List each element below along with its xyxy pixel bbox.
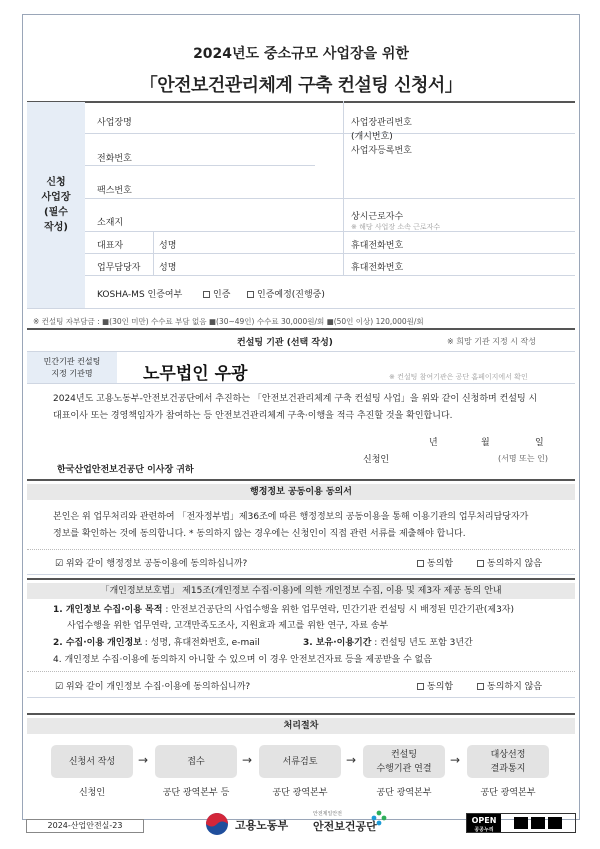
kosha-name: 안전보건공단 [313, 820, 377, 833]
process-header: 처리절차 [27, 718, 575, 734]
arrow-right-icon: → [242, 753, 253, 767]
consulting-section [27, 328, 575, 383]
process-step-5: 대상선정 결과통지 [467, 745, 549, 778]
arrow-right-icon: → [450, 753, 461, 767]
fee-note: ※ 컨설팅 자부담금 : ■(30인 미만) 수수료 부담 없음 ■(30~49인) 수수료 30,000원/회 ■(50인 이상) 120,000원/회 [33, 317, 424, 326]
consulting-header-note: ※ 희망 기관 지정 시 작성 [447, 337, 536, 346]
noderivs-icon [548, 817, 562, 829]
applicant-section-label: 신청 사업장 (필수 작성) [27, 102, 85, 308]
kosha-tagline: 안전제일안전 [313, 811, 342, 817]
date-day: 일 [535, 438, 544, 448]
process-step-4: 컨설팅 수행기관 연결 [363, 745, 445, 778]
checkbox-icon[interactable] [417, 560, 424, 567]
moel-logo-icon [205, 812, 229, 836]
open-sub-label: 공공누리 [474, 827, 494, 833]
phone-label: 전화번호 [97, 154, 132, 164]
process-who-3: 공단 광역본부 [272, 788, 328, 798]
process-who-2: 공단 광역본부 등 [162, 788, 230, 798]
moel-name: 고용노동부 [235, 819, 289, 832]
checkbox-icon[interactable] [247, 291, 254, 298]
process-who-4: 공단 광역본부 [376, 788, 432, 798]
privacy-question: ☑ 위와 같이 개인정보 수집·이용에 동의하십니까? [55, 682, 251, 692]
process-step-3: 서류검토 [259, 745, 341, 778]
consulting-label: 민간기관 컨설팅 지정 기관명 [27, 352, 117, 383]
admin-consent-header: 행정정보 공동이용 동의서 [27, 484, 575, 500]
business-mgmt-no-label: 사업장관리번호 [351, 118, 412, 128]
attribution-icon [514, 817, 528, 829]
checkbox-icon[interactable] [417, 683, 424, 690]
manager-name-label: 성명 [159, 263, 177, 273]
process-section [27, 713, 575, 798]
ceo-mobile-label: 휴대전화번호 [351, 241, 404, 251]
business-reg-no-label: 사업자등록번호 [351, 146, 412, 156]
privacy-disagree[interactable]: 동의하지 않음 [477, 679, 542, 692]
phone-input[interactable] [157, 143, 337, 163]
ceo-name-label: 성명 [159, 241, 177, 251]
kosha-option-pending[interactable]: 인증예정(진행중) [247, 287, 325, 300]
employees-note: ※ 해당 사업장 소속 근로자수 [351, 223, 441, 231]
admin-consent-body-2: 정보를 확인하는 것에 동의합니다. * 동의하지 않는 경우에는 신청인이 직접 관련 서류를 제출해야 합니다. [53, 529, 466, 539]
addressee: 한국산업안전보건공단 이사장 귀하 [57, 465, 194, 475]
address-label: 소재지 [97, 218, 124, 228]
checkbox-icon[interactable] [477, 683, 484, 690]
consulting-note: ※ 컨설팅 참여기관은 공단 홈페이지에서 확인 [389, 373, 528, 381]
date-month: 월 [481, 438, 490, 448]
arrow-right-icon: → [138, 753, 149, 767]
process-step-2: 접수 [155, 745, 237, 778]
admin-consent-question: ☑ 위와 같이 행정정보 공동이용에 동의하십니까? [55, 559, 248, 569]
admin-consent-body-1: 본인은 위 업무처리와 관련하여 「전자정부법」제36조에 따른 행정정보의 공동이용을 통해 이용기관의 업무처리담당자가 [53, 512, 529, 522]
process-step-1: 신청서 작성 [51, 745, 133, 778]
checkbox-icon[interactable] [203, 291, 210, 298]
kosha-option-certified[interactable]: 인증 [203, 287, 230, 300]
privacy-item-3: 3. 보유·이용기간 : 컨설팅 년도 포함 3년간 [303, 638, 473, 648]
form-code: 2024-산업안전실-23 [26, 819, 144, 833]
admin-consent-agree[interactable]: 동의함 [417, 556, 453, 569]
privacy-item-1-cont: 사업수행을 위한 업무연락, 고객만족도조사, 지원효과 제고를 위한 연구, 자료 송부 [67, 621, 389, 631]
privacy-consent-section [27, 578, 575, 708]
applicant-section [27, 101, 575, 309]
manager-label: 업무담당자 [97, 263, 141, 273]
business-name-input[interactable] [157, 109, 337, 129]
form-title: 「안전보건관리체계 구축 컨설팅 신청서」 [139, 75, 463, 96]
consulting-agency-name[interactable]: 노무법인 우광 [143, 364, 248, 384]
form-subtitle: 2024년도 중소규모 사업장을 위한 [193, 46, 409, 62]
privacy-agree[interactable]: 동의함 [417, 679, 453, 692]
applicant-sign-label: 신청인 [363, 455, 390, 465]
business-name-label: 사업장명 [97, 118, 132, 128]
address-input[interactable] [157, 207, 337, 227]
sign-note: (서명 또는 인) [498, 454, 548, 463]
ceo-label: 대표자 [97, 241, 124, 251]
admin-consent-section [27, 479, 575, 589]
checkbox-icon[interactable] [477, 560, 484, 567]
process-who-1: 신청인 [78, 788, 106, 798]
kosha-label: KOSHA-MS 인증여부 [97, 290, 183, 300]
privacy-header: 「개인정보보호법」 제15조(개인정보 수집·이용)에 의한 개인정보 수집, 이용 및 제3자 제공 동의 안내 [27, 583, 575, 599]
fax-label: 팩스번호 [97, 186, 132, 196]
privacy-item-4: 4. 개인정보 수집·이용에 동의하지 아니할 수 있으며 이 경우 안전보건자료 등을 제공받을 수 없음 [53, 655, 433, 665]
business-mgmt-no-sub: (개시번호) [351, 132, 393, 142]
statement-line-1: 2024년도 고용노동부-안전보건공단에서 추진하는 「안전보건관리체계 구축 컨설팅 사업」을 위와 같이 신청하며 컨설팅 시 [53, 394, 538, 404]
consulting-header: 컨설팅 기관 (선택 작성) [237, 338, 333, 348]
fax-input[interactable] [157, 175, 337, 195]
manager-mobile-label: 휴대전화번호 [351, 263, 404, 273]
open-license-badge [466, 813, 576, 833]
employees-label: 상시근로자수 [351, 212, 404, 222]
open-label: OPEN [471, 816, 497, 825]
noncommercial-icon [531, 817, 545, 829]
statement-line-2: 대표이사 또는 경영책임자가 참여하는 등 안전보건관리체계 구축·이행을 적극 추진할 것을 확인합니다. [53, 411, 453, 421]
arrow-right-icon: → [346, 753, 357, 767]
process-who-5: 공단 광역본부 [480, 788, 536, 798]
admin-consent-disagree[interactable]: 동의하지 않음 [477, 556, 542, 569]
application-form [22, 14, 580, 820]
privacy-item-2: 2. 수집·이용 개인정보 : 성명, 휴대전화번호, e-mail [53, 638, 260, 648]
date-year: 년 [429, 438, 438, 448]
privacy-item-1: 1. 개인정보 수집·이용 목적 : 안전보건공단의 사업수행을 위한 업무연락, 민간기관 컨설팅 시 배정된 민간기관(제3자) [53, 605, 514, 615]
